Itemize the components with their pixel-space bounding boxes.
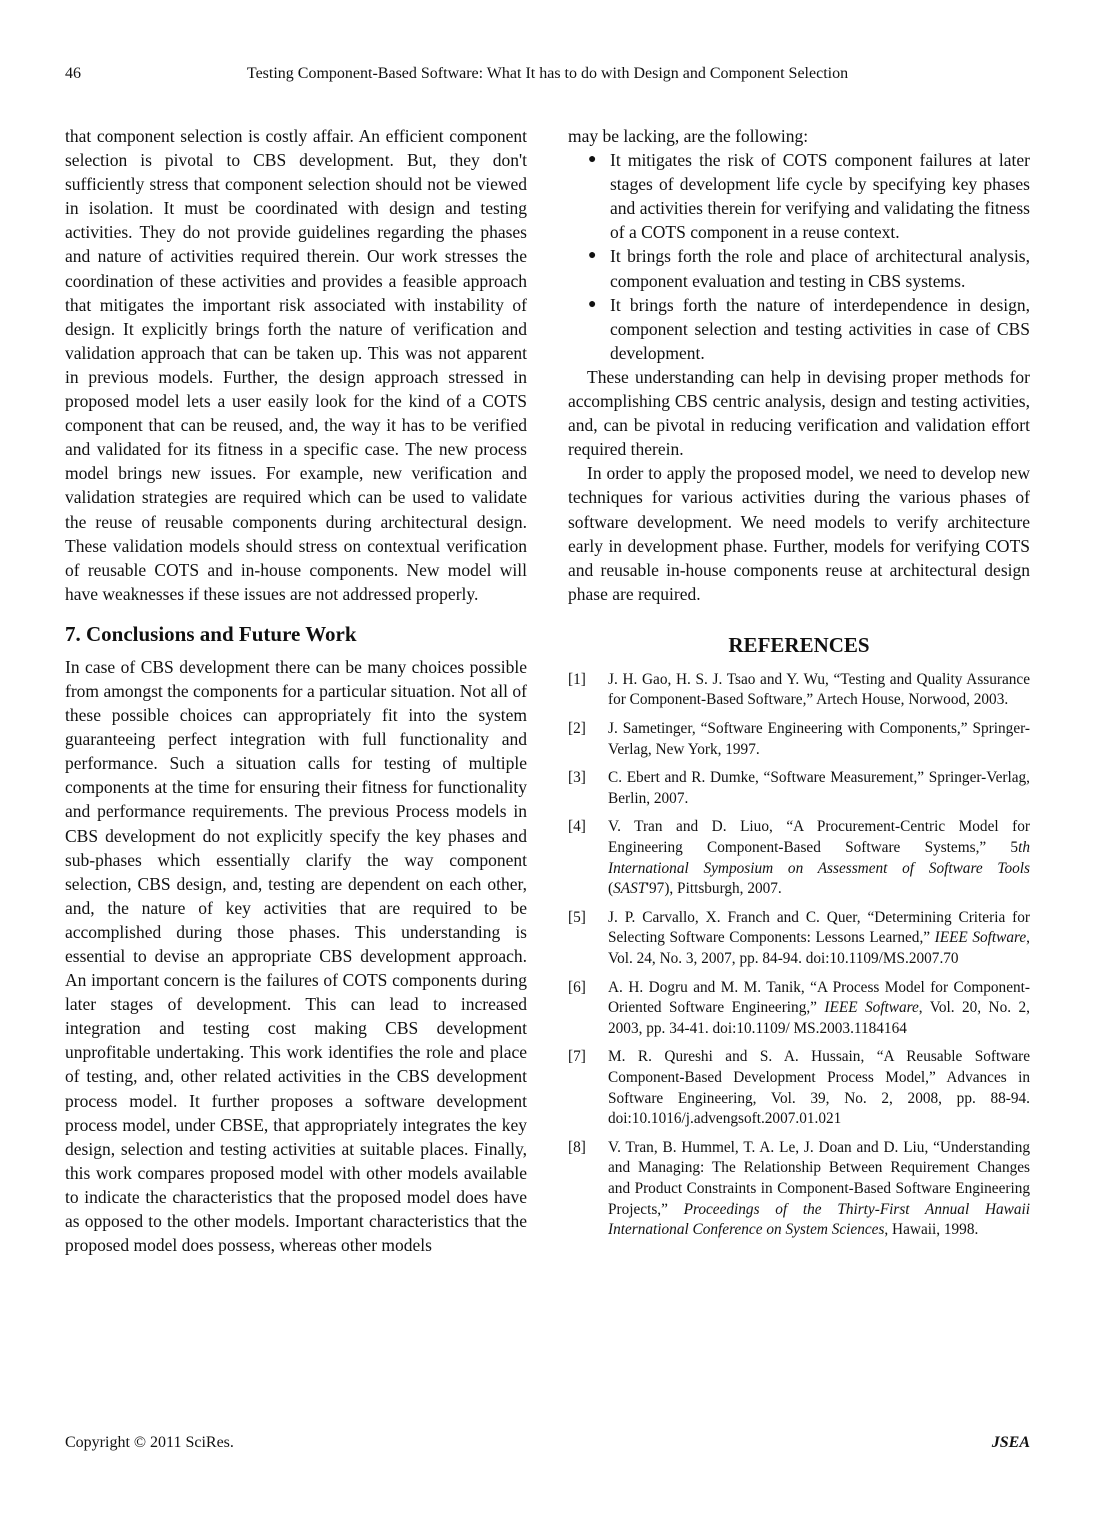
reference-number: [2] <box>568 720 586 738</box>
bullet-icon: ● <box>588 248 597 264</box>
references-heading: REFERENCES <box>728 632 870 657</box>
bullet-icon: ● <box>588 296 597 312</box>
reference-text: V. Tran, B. Hummel, T. A. Le, J. Doan and D. Liu, “Understanding and Managing: The Relationship Between Requirement Changes and Product Constraints in Component-Based Software Engineering Projects,” Proceedings of the Thirty-First Annual Hawaii International Conference on System Sciences, Hawaii, 1998. <box>608 1138 1030 1239</box>
body-paragraph: These understanding can help in devising proper methods for accomplishing CBS centric analysis, design and testing activities, and, can be pivotal in reducing verification and validation effort required therein. <box>568 366 1030 460</box>
bullet-list <box>568 148 1030 365</box>
reference-number: [4] <box>568 818 586 836</box>
list-item-text: It mitigates the risk of COTS component failures at later stages of development life cycle by specifying key phases and activities therein for verifying and validating the fitness of a COTS component in a reuse context. <box>610 150 1030 243</box>
copyright-notice: Copyright © 2011 SciRes. <box>65 1434 234 1451</box>
reference-item <box>568 817 1030 899</box>
reference-item <box>568 1138 1030 1241</box>
right-column <box>568 124 1030 1249</box>
reference-text: J. P. Carvallo, X. Franch and C. Quer, “Determining Criteria for Selecting Software Components: Lessons Learned,” IEEE Software, Vol. 24, No. 3, 2007, pp. 84-94. doi:10.1109/MS.2007.70 <box>608 908 1030 967</box>
reference-item <box>568 768 1030 809</box>
left-column <box>65 124 527 1257</box>
list-item <box>568 293 1030 365</box>
reference-item <box>568 908 1030 970</box>
reference-list <box>568 670 1030 1241</box>
list-item <box>568 244 1030 292</box>
reference-text: M. R. Qureshi and S. A. Hussain, “A Reusable Software Component-Based Development Process Model,” Advances in Software Engineering, Vol. 39, No. 2, 2008, pp. 88-94. doi:10.1016/j.advengsoft.2007.01.021 <box>608 1048 1030 1128</box>
body-paragraph: In order to apply the proposed model, we need to develop new techniques for various activities during the various phases of software development. We need models to verify architecture early in development phase. Further, models for verifying COTS and reusable in-house components reuse at architectural design phase are required. <box>568 463 1030 604</box>
bullet-icon: ● <box>588 152 597 168</box>
section-heading: 7. Conclusions and Future Work <box>65 621 357 646</box>
reference-number: [1] <box>568 670 586 688</box>
reference-text: C. Ebert and R. Dumke, “Software Measurement,” Springer-Verlag, Berlin, 2007. <box>608 769 1030 807</box>
reference-item <box>568 670 1030 711</box>
reference-text: A. H. Dogru and M. M. Tanik, “A Process Model for Component-Oriented Software Engineering,” IEEE Software, Vol. 20, No. 2, 2003, pp. 34-41. doi:10.1109/ MS.2003.1184164 <box>608 978 1030 1037</box>
reference-number: [8] <box>568 1138 586 1156</box>
reference-number: [5] <box>568 908 586 926</box>
list-item-text: It brings forth the nature of interdependence in design, component selection and testing activities in case of CBS development. <box>610 294 1030 363</box>
reference-number: [7] <box>568 1048 586 1066</box>
reference-item <box>568 978 1030 1040</box>
running-title: Testing Component-Based Software: What It has to do with Design and Component Selection <box>246 65 849 82</box>
reference-text: V. Tran and D. Liuo, “A Procurement-Centric Model for Engineering Component-Based Software Systems,” 5th International Symposium on Assessment of Software Tools (SAST'97), Pittsburgh, 2007. <box>608 818 1030 898</box>
body-paragraph: that component selection is costly affair. An efficient component selection is pivotal to CBS development. But, they don't sufficiently stress that component selection should not be viewed in isolation. It must be coordinated with design and testing activities. They do not provide guidelines regarding the phases and nature of activities required therein. Our work stresses the coordination of these activities and provides a feasible approach that mitigates the important risk associated with instability of design. It explicitly brings forth the nature of verification and validation approach that can be taken up. This was not apparent in previous models. Further, the design approach stressed in proposed model lets a user easily look for the kind of a COTS component that can be reused, and, the way it has to be verified and validated for its fitness in a specific case. The new process model brings new issues. For example, new verification and validation strategies are required which can be used to validate the reuse of reusable components during architectural design. These validation models should stress on contextual verification of reusable COTS and in-house components. New model will have weaknesses if these issues are not addressed properly. <box>65 126 527 604</box>
reference-number: [6] <box>568 978 586 996</box>
list-item-text: It brings forth the role and place of architectural analysis, component evaluation and testing in CBS systems. <box>610 246 1030 291</box>
page-number: 46 <box>65 65 81 82</box>
reference-item <box>568 1047 1030 1129</box>
journal-name: JSEA <box>991 1434 1030 1451</box>
body-paragraph: In case of CBS development there can be many choices possible from amongst the components for a particular situation. Not all of these possible choices can appropriately fit into the system guaranteeing perfect integration with full functionality and performance. Such a situation calls for testing of multiple components at the time for ensuring their fitness for functionality and performance requirements. The previous Process models in CBS development do not explicitly specify the key phases and sub-phases which essentially clarify the way component selection, CBS design, and, testing are dependent on each other, and, the nature of key activities that are required to be accomplished during those phases. This understanding is essential to devise an appropriate CBS development approach. An important concern is the failures of COTS components during later stages of development. This can lead to increased integration and testing cost making CBS development unprofitable undertaking. This work identifies the role and place of testing, and, other related activities in the CBS development process model. It further proposes a software development process model, under CBSE, that appropriately integrates the key design, selection and testing activities at suitable places. Finally, this work compares proposed model with other models available to indicate the characteristics that the proposed model does have as opposed to the other models. Important characteristics that the proposed model does possess, whereas other models <box>65 656 527 1256</box>
reference-text: J. H. Gao, H. S. J. Tsao and Y. Wu, “Testing and Quality Assurance for Component-Based Software,” Artech House, Norwood, 2003. <box>608 670 1030 709</box>
reference-item <box>568 719 1030 760</box>
body-paragraph: may be lacking, are the following: <box>568 126 809 146</box>
list-item <box>568 148 1030 244</box>
reference-number: [3] <box>568 769 586 787</box>
reference-text: J. Sametinger, “Software Engineering with Components,” Springer-Verlag, New York, 1997. <box>608 720 1030 758</box>
